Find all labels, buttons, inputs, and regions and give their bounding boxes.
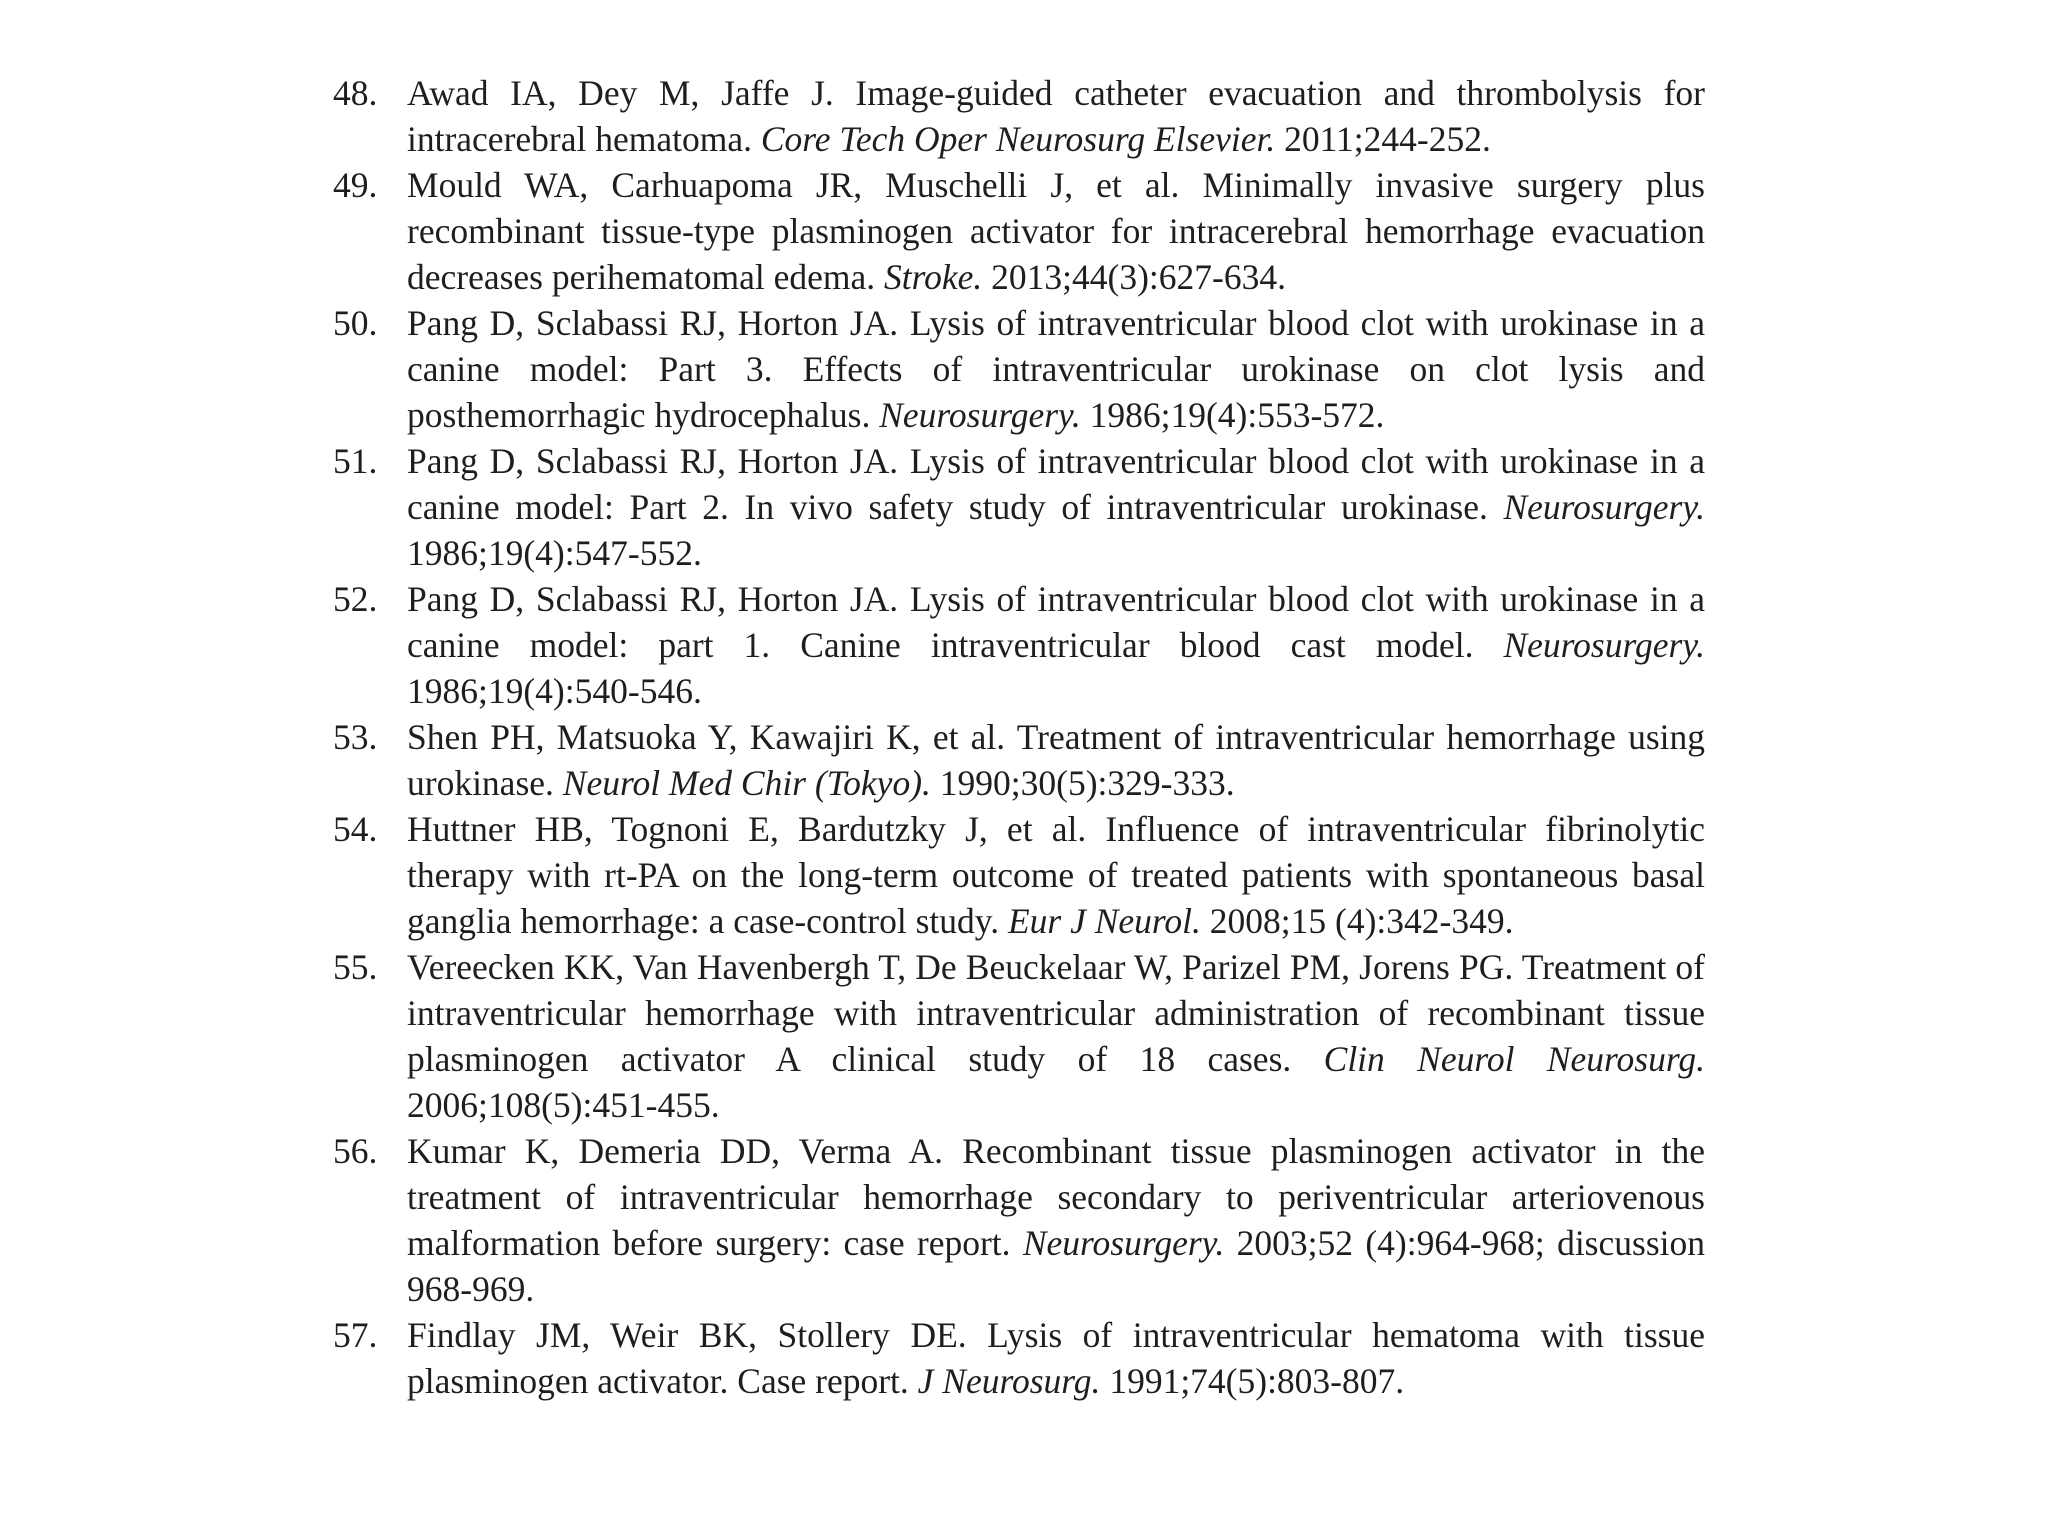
reference-journal: Stroke. [884,257,983,297]
reference-number: 48. [333,73,378,113]
reference-number: 57. [333,1315,378,1355]
reference-text [407,806,1705,944]
reference-text [407,714,1705,806]
reference-citation: 1986;19(4):540-546. [407,671,702,711]
reference-text [407,438,1705,576]
reference-authors-title: Pang D, Sclabassi RJ, Horton JA. Lysis of intraventricular blood clot with urokinase in a canine model: Part 3. Effects of intraventricular urokinase on clot lysis and posthemorrhagic hydrocephalus. [407,303,1705,435]
reference-citation: 2011;244-252. [1275,119,1491,159]
reference-authors-title: Findlay JM, Weir BK, Stollery DE. Lysis of intraventricular hematoma with tissue plasminogen activator. Case report. [407,1315,1705,1401]
reference-text [407,1312,1705,1404]
reference-authors-title: Shen PH, Matsuoka Y, Kawajiri K, et al. Treatment of intraventricular hemorrhage using urokinase. [407,717,1705,803]
reference-authors-title: Pang D, Sclabassi RJ, Horton JA. Lysis of intraventricular blood clot with urokinase in a canine model: Part 2. In vivo safety study of intraventricular urokinase. [407,441,1705,527]
reference-list [333,70,1705,1404]
reference-citation: 2003;52 (4):964-968; discussion 968-969. [407,1223,1706,1309]
reference-journal: J Neurosurg. [917,1361,1101,1401]
reference-authors-title: Awad IA, Dey M, Jaffe J. Image-guided catheter evacuation and thrombolysis for intracerebral hematoma. [407,73,1705,159]
reference-item [333,806,1705,944]
reference-text [407,300,1705,438]
reference-text [407,576,1705,714]
reference-citation: 2006;108(5):451-455. [407,1085,720,1125]
reference-number: 53. [333,717,378,757]
reference-item [333,70,1705,162]
reference-item [333,162,1705,300]
reference-number: 54. [333,809,378,849]
reference-authors-title: Vereecken KK, Van Havenbergh T, De Beuckelaar W, Parizel PM, Jorens PG. Treatment of intraventricular hemorrhage with intraventricular administration of recombinant tissue plasminogen activator A clinical study of 18 cases. [407,947,1705,1079]
reference-number: 50. [333,303,378,343]
reference-number: 52. [333,579,378,619]
reference-journal: Neurol Med Chir (Tokyo). [562,763,931,803]
reference-item [333,300,1705,438]
reference-journal: Neurosurgery. [1022,1223,1225,1263]
reference-journal: Core Tech Oper Neurosurg Elsevier. [760,119,1276,159]
reference-text [407,70,1705,162]
reference-number: 51. [333,441,378,481]
reference-item [333,714,1705,806]
reference-journal: Neurosurgery. [879,395,1081,435]
reference-citation: 2013;44(3):627-634. [982,257,1286,297]
reference-citation: 1986;19(4):553-572. [1080,395,1385,435]
reference-number: 49. [333,165,378,205]
reference-authors-title: Kumar K, Demeria DD, Verma A. Recombinant tissue plasminogen activator in the treatment of intraventricular hemorrhage secondary to periventricular arteriovenous malformation before surgery: case report. [407,1131,1705,1263]
reference-text [407,944,1705,1128]
reference-item [333,576,1705,714]
reference-item [333,944,1705,1128]
reference-citation: 2008;15 (4):342-349. [1200,901,1514,941]
reference-authors-title: Huttner HB, Tognoni E, Bardutzky J, et al. Influence of intraventricular fibrinolytic therapy with rt-PA on the long-term outcome of treated patients with spontaneous basal ganglia hemorrhage: a case-control study. [407,809,1705,941]
reference-item [333,1128,1705,1312]
reference-journal: Neurosurgery. [1503,625,1705,665]
reference-text [407,162,1705,300]
reference-authors-title: Pang D, Sclabassi RJ, Horton JA. Lysis of intraventricular blood clot with urokinase in a canine model: part 1. Canine intraventricular blood cast model. [407,579,1705,665]
reference-citation: 1990;30(5):329-333. [930,763,1235,803]
reference-authors-title: Mould WA, Carhuapoma JR, Muschelli J, et al. Minimally invasive surgery plus recombinant tissue-type plasminogen activator for intracerebral hemorrhage evacuation decreases perihematomal edema. [407,165,1705,297]
reference-journal: Clin Neurol Neurosurg. [1323,1039,1705,1079]
reference-number: 55. [333,947,378,987]
reference-item [333,438,1705,576]
reference-journal: Neurosurgery. [1503,487,1705,527]
reference-citation: 1986;19(4):547-552. [407,533,702,573]
reference-citation: 1991;74(5):803-807. [1100,1361,1405,1401]
reference-journal: Eur J Neurol. [1007,901,1201,941]
reference-item [333,1312,1705,1404]
reference-text [407,1128,1705,1312]
reference-number: 56. [333,1131,378,1171]
